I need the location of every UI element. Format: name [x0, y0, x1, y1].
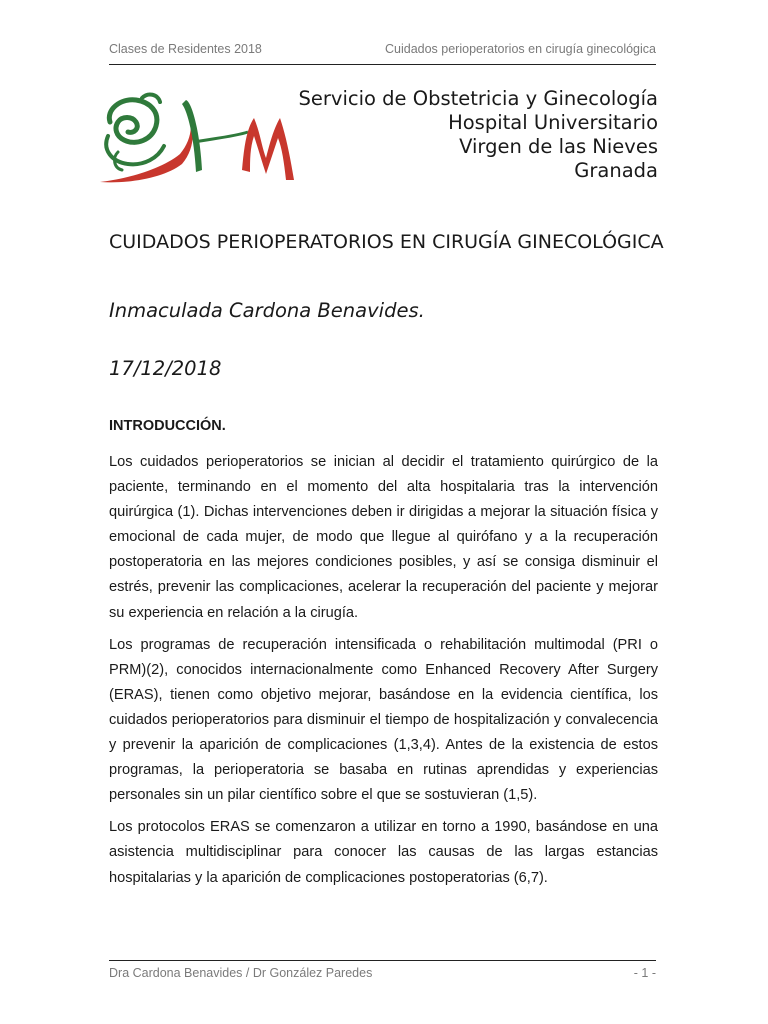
header-right-text: Cuidados perioperatorios en cirugía ginecológica: [384, 42, 656, 56]
section-heading: INTRODUCCIÓN.: [109, 418, 226, 434]
running-footer: [109, 966, 656, 980]
document-date: 17/12/2018: [109, 357, 222, 380]
page-number: - 1 -: [633, 966, 656, 980]
paragraph: Los protocolos ERAS se comenzaron a utilizar en torno a 1990, basándose en una asistencia multidisciplinar para conocer las causas de las largas estancias hospitalarias y la aparición de complicaciones postoperatorias (6,7).: [109, 819, 658, 886]
footer-divider: [109, 960, 656, 961]
running-header: [109, 42, 656, 56]
document-title: CUIDADOS PERIOPERATORIOS EN CIRUGÍA GINECOLÓGICA: [109, 231, 664, 253]
institution-line-3: Virgen de las Nieves: [459, 135, 658, 158]
hospital-logo-icon: [98, 92, 298, 186]
footer-authors: Dra Cardona Benavides / Dr González Paredes: [109, 966, 373, 980]
paragraph: Los cuidados perioperatorios se inician al decidir el tratamiento quirúrgico de la paciente, terminando en el momento del alta hospitalaria tras la intervención quirúrgica (1). Dichas intervenciones deben ir dirigidas a mejorar la situación física y emocional de cada mujer, de modo que llegue al quirófano y a la recuperación postoperatoria en las mejores condiciones posibles, y así se consiga disminuir el estrés, prevenir las complicaciones, acelerar la recuperación del paciente y mejorar su experiencia en relación a la cirugía.: [109, 454, 658, 621]
header-left-text: Clases de Residentes 2018: [109, 42, 262, 56]
author-name: Inmaculada Cardona Benavides.: [109, 299, 425, 322]
institution-block: [299, 87, 658, 183]
paragraph: Los programas de recuperación intensificada o rehabilitación multimodal (PRI o PRM)(2), conocidos internacionalmente como Enhanced Recovery After Surgery (ERAS), tienen como objetivo mejorar, basándose en la evidencia científica, los cuidados perioperatorios para disminuir el tiempo de hospitalización y convalecencia y prevenir la aparición de complicaciones (1,3,4). Antes de la existencia de estos programas, la perioperatoria se basaba en rutinas aprendidas y experiencias personales sin un pilar científico sobre el que se sostuvieran (1,5).: [109, 636, 658, 804]
institution-line-4: Granada: [574, 159, 658, 182]
body-text: [109, 450, 658, 898]
header-divider: [109, 64, 656, 65]
institution-line-2: Hospital Universitario: [448, 111, 658, 134]
institution-line-1: Servicio de Obstetricia y Ginecología: [298, 87, 658, 110]
